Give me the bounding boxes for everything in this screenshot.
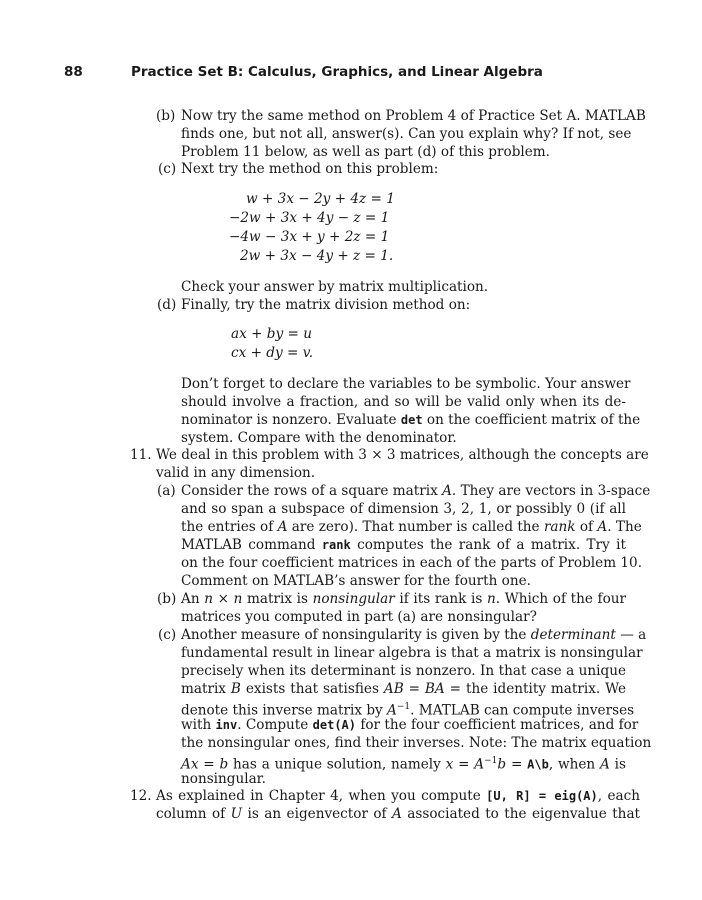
text-line: denote this inverse matrix by $A^{-1}$. MATLAB can compute inverses [181,702,635,719]
item-label: (d) [157,297,177,313]
text-line: system. Compare with the denominator. [181,430,457,446]
equation-line: 2w + 3x − 4y + z = 1. [240,248,394,264]
text-line: Don’t forget to declare the variables to be symbolic. Your answer [181,376,631,392]
text-line: and so span a subspace of dimension 3, 2, 1, or possibly 0 (if all [181,501,626,517]
text-line: Finally, try the matrix division method on: [181,297,471,313]
page-number: 88 [64,64,83,80]
text-line: Now try the same method on Problem 4 of Practice Set A. MATLAB [181,108,646,124]
text-line: Problem 11 below, as well as part (d) of this problem. [181,144,551,160]
text-line: with inv. Compute det(A) for the four coefficient matrices, and for [181,717,639,733]
item-label: (a) [157,483,176,499]
text-line: the nonsingular ones, find their inverses. Note: The matrix equation [181,735,652,751]
text-line: Ax = b has a unique solution, namely $x = A^{-1}b$ = A\b, when A is [181,756,626,773]
item-label: (c) [158,627,177,643]
text-line: precisely when its determinant is nonzero. In that case a unique [181,663,626,679]
running-header [0,64,702,84]
text-line: finds one, but not all, answer(s). Can you explain why? If not, see [181,126,632,142]
code-det: det [400,413,423,427]
text-line: nonsingular. [181,771,267,787]
text-line: Comment on MATLAB’s answer for the fourth one. [181,573,531,589]
item-label: (b) [156,108,176,124]
problem-number: 12. [130,788,152,804]
text-line: Next try the method on this problem: [181,161,439,177]
item-label: (b) [157,591,177,607]
equation-line: −2w + 3x + 4y − z = 1 [229,210,390,226]
text-line: An n × n matrix is nonsingular if its rank is n. Which of the four [181,591,627,607]
code-backslash: A\b [527,757,549,772]
text-line: Another measure of nonsingularity is given by the determinant — a [181,627,647,643]
equation-line: cx + dy = v. [231,345,314,361]
text-line: valid in any dimension. [156,465,316,481]
equation-line: w + 3x − 2y + 4z = 1 [246,191,395,207]
equation-line: −4w − 3x + y + 2z = 1 [229,229,390,245]
text-line: MATLAB command rank computes the rank of a matrix. Try it [181,537,626,553]
code-inv: inv [215,718,238,732]
text-line: Consider the rows of a square matrix A. They are vectors in 3-space [181,483,651,499]
text-line: should involve a fraction, and so will be valid only when its de- [181,394,626,410]
running-title: Practice Set B: Calculus, Graphics, and Linear Algebra [131,64,543,80]
text-line: matrices you computed in part (a) are nonsingular? [181,609,537,625]
text-line: column of U is an eigenvector of A associated to the eigenvalue that [156,806,641,822]
text-line: on the four coefficient matrices in each of the parts of Problem 10. [181,555,643,571]
text-line: We deal in this problem with 3 × 3 matrices, although the concepts are [156,447,649,463]
text-line: fundamental result in linear algebra is that a matrix is nonsingular [181,645,643,661]
text-line: As explained in Chapter 4, when you compute [U, R] = eig(A), each [156,788,640,804]
text-line: the entries of A are zero). That number is called the rank of A. The [181,519,642,535]
equation-line: ax + by = u [231,326,312,342]
text-line: Check your answer by matrix multiplication. [181,279,489,295]
text-line: nominator is nonzero. Evaluate det on the coefficient matrix of the [181,412,641,428]
item-label: (c) [158,161,177,177]
problem-number: 11. [130,447,152,463]
code-eig: [U, R] = eig(A) [486,789,598,803]
code-rank: rank [321,538,351,552]
text-line: matrix B exists that satisfies AB = BA = the identity matrix. We [181,681,627,697]
code-det-a: det(A) [312,718,356,732]
